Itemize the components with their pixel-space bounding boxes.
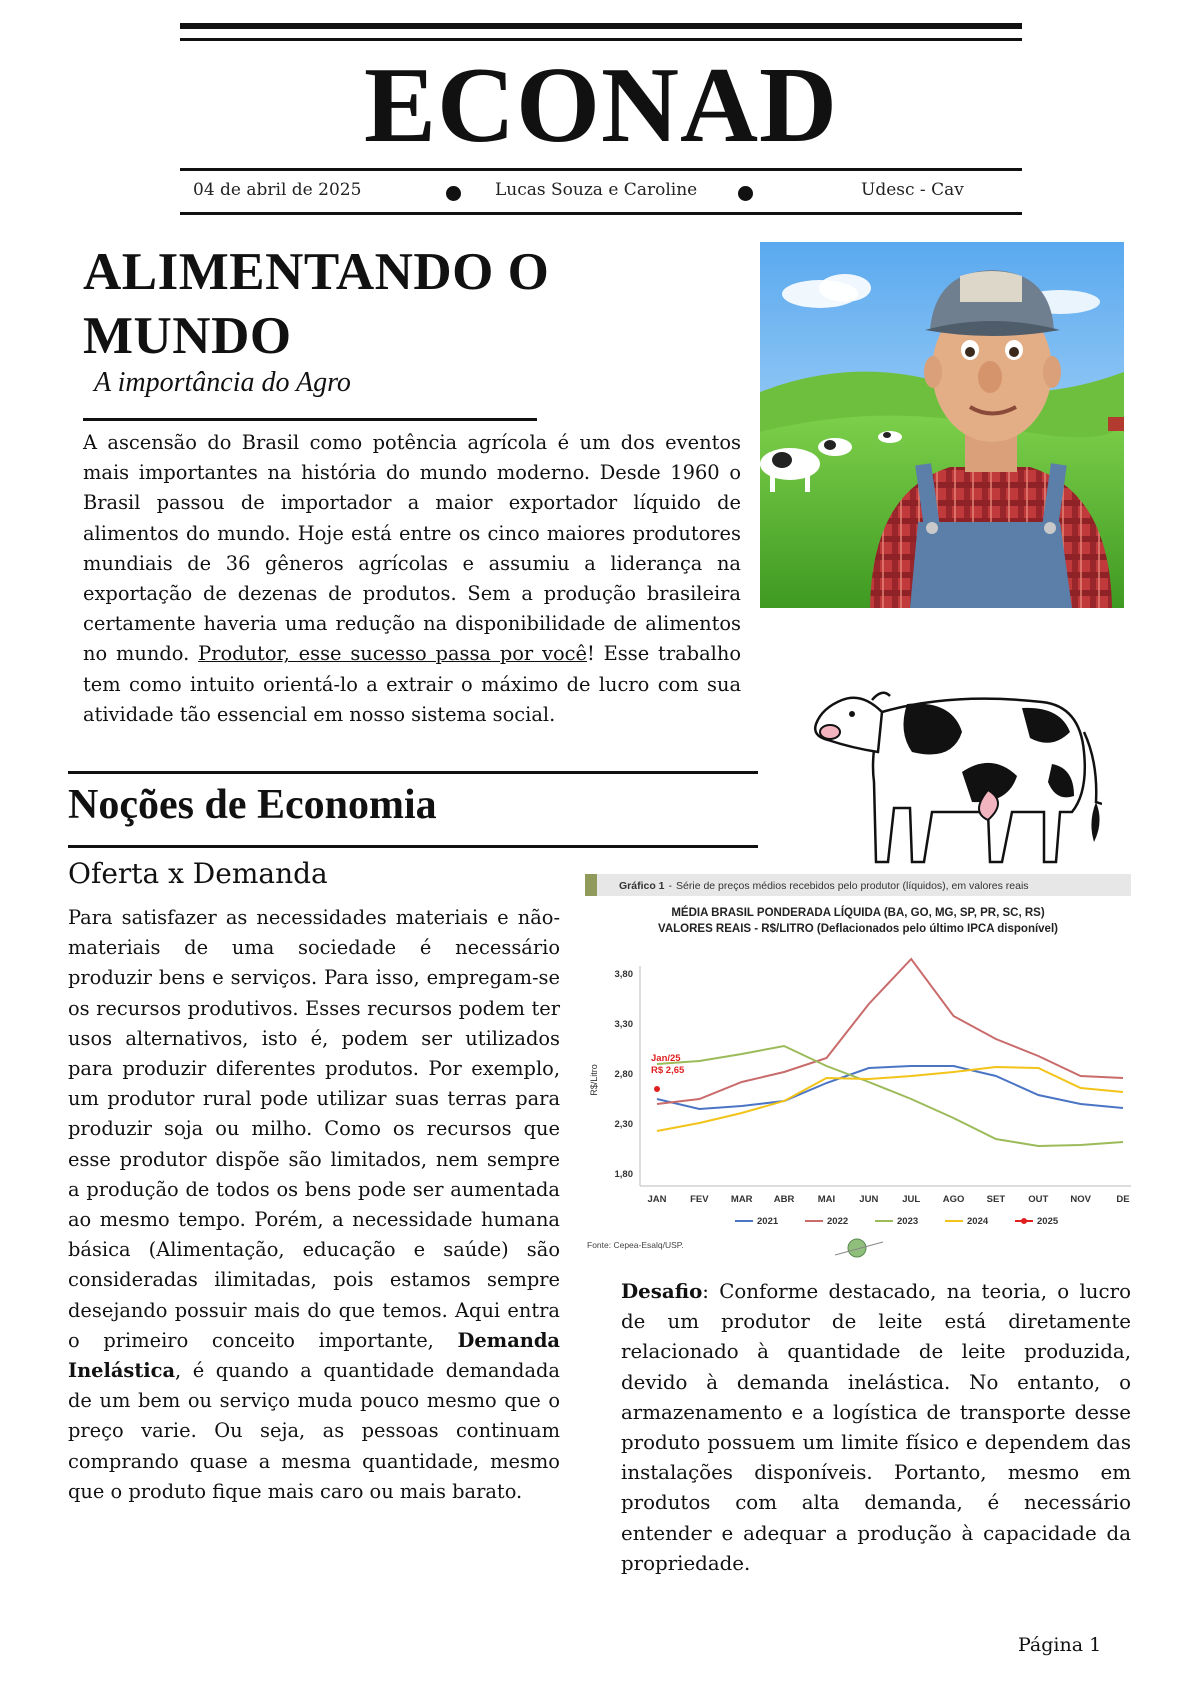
chart-legend-label-2025: 2025 — [1037, 1216, 1059, 1227]
chart-legend-label-2023: 2023 — [897, 1216, 919, 1227]
chart-title-line2: VALORES REAIS - R$/LITRO (Deflacionados pelo último IPCA disponível) — [658, 923, 1058, 935]
chart-x-tick-jan: JAN — [647, 1194, 667, 1205]
top-rule-thin — [180, 38, 1022, 41]
intro-text-1: A ascensão do Brasil como potência agrícola é um dos eventos mais importantes na história do mundo moderno. Desde 1960 o Brasil passou de importador a maior exportador líquido de alimentos do mundo. Hoje está entre os cinco maiores produtores mundiais de 36 gêneros agrícolas e assumiu a liderança na exportação de dezenas de produtos. Sem a produção brasileira certamente haveria uma redução na disponibilidade de alimentos no mundo. — [83, 431, 741, 666]
cow-illustration — [812, 672, 1102, 872]
chart-x-tick-out: OUT — [1028, 1194, 1049, 1205]
economia-text-2: , é quando a quantidade demandada de um bem ou serviço muda pouco mesmo que o preço varie. Ou seja, as pessoas continuam comprando quase a mesma quantidade, mesmo que o produto fique mais caro ou mais barato. — [68, 1359, 560, 1503]
desafio-text: : Conforme destacado, na teoria, o lucro de um produtor de leite está diretamente relacionado à quantidade de leite produzida, devido à demanda inelástica. No entanto, o armazenamento e a logística de transporte desse produto possuem um limite físico e dependem das instalações disponíveis. Portanto, mesmo em produtos com alta demanda, é necessário entender e adequar a produção à capacidade da propriedade. — [621, 1280, 1131, 1575]
chart-caption — [619, 880, 1029, 892]
section-title: Noções de Economia — [68, 782, 437, 828]
chart-x-tick-set: SET — [986, 1194, 1006, 1205]
chart-title-line1: MÉDIA BRASIL PONDERADA LÍQUIDA (BA, GO, MG, SP, PR, SC, RS) — [671, 907, 1045, 919]
article-subtitle: A importância do Agro — [94, 367, 351, 398]
chart-point-2025-jan — [654, 1086, 660, 1092]
page-number: Página 1 — [1018, 1634, 1102, 1656]
chart-caption-text: Série de preços médios recebidos pelo produtor (líquidos), em valores reais — [676, 880, 1029, 892]
top-rule-thick — [180, 23, 1022, 29]
desafio-paragraph — [621, 1276, 1131, 1579]
farmer-svg — [760, 242, 1124, 608]
chart-series — [654, 959, 1123, 1146]
desafio-label: Desafio — [621, 1279, 703, 1303]
chart-x-tick-mar: MAR — [730, 1194, 753, 1205]
masthead-title: ECONAD — [363, 46, 839, 165]
section-rule-bottom — [68, 845, 758, 848]
chart-legend-label-2022: 2022 — [827, 1216, 849, 1227]
intro-paragraph — [83, 428, 741, 730]
separator-dot-2 — [738, 186, 753, 201]
chart-x-tick-ago: AGO — [942, 1194, 965, 1205]
authors: Lucas Souza e Caroline — [495, 180, 698, 200]
farmer-illustration — [760, 242, 1124, 608]
milk-price-chart — [585, 874, 1131, 1264]
headline-line-2: MUNDO — [83, 307, 292, 365]
institution: Udesc - Cav — [861, 180, 964, 200]
chart-legend — [735, 1216, 1059, 1227]
chart-annotation-line1: Jan/25 — [651, 1053, 681, 1064]
chart-x-tick-jun: JUN — [859, 1194, 879, 1205]
chart-svg — [585, 874, 1131, 1264]
chart-caption-accent — [585, 874, 597, 896]
chart-y-label: R$/Litro — [589, 1064, 599, 1096]
cow-far-bg — [878, 431, 902, 443]
chart-legend-label-2024: 2024 — [967, 1216, 989, 1227]
headline-line-1: ALIMENTANDO O — [83, 243, 550, 301]
chart-x-tick-fev: FEV — [690, 1194, 709, 1205]
chart-source: Fonte: Cepea-Esalq/USP. — [587, 1240, 684, 1250]
chart-x-tick-abr: ABR — [773, 1194, 795, 1205]
chart-x-tick-de: DE — [1116, 1194, 1130, 1205]
article-headline — [83, 240, 663, 368]
chart-x-tick-jul: JUL — [902, 1194, 921, 1205]
chart-legend-label-2021: 2021 — [757, 1216, 779, 1227]
economia-text-1: Para satisfazer as necessidades materiais e não-materiais de uma sociedade é necessário produzir bens e serviços. Para isso, empregam-se os recursos produtivos. Esses recursos podem ter usos alternativos, isto é, podem ser utilizados para produzir diferentes produtos. Por exemplo, um produtor rural pode utilizar suas terras para produzir soja ou milho. Como os recursos que esse produtor dispõe são limitados, nem sempre a produção de todos os bens pode ser aumentada ao mesmo tempo. Porém, a necessidade humana básica (Alimentação, educação e saúde) são consideradas ilimitadas, pois estamos sempre desejando possuir mais do que temos. Aqui entra o primeiro conceito importante, — [68, 906, 560, 1352]
masthead-rule-bottom — [180, 168, 1022, 171]
chart-caption-label: Gráfico 1 — [619, 880, 665, 892]
economia-paragraph — [68, 903, 560, 1507]
chart-series-2022 — [657, 959, 1123, 1104]
issue-date: 04 de abril de 2025 — [193, 180, 362, 200]
cow-mid-bg — [818, 438, 852, 456]
chart-y-tick-3,80: 3,80 — [614, 969, 633, 980]
separator-dot-1 — [446, 186, 461, 201]
chart-x-ticks — [647, 1194, 1129, 1205]
economia-bold-term: Demanda Inelástica — [68, 1328, 560, 1383]
chart-x-tick-mai: MAI — [817, 1194, 836, 1205]
chart-series-2023 — [657, 1046, 1123, 1146]
intro-underlined-text: Produtor, esse sucesso passa por você — [198, 642, 588, 666]
chart-y-tick-2,80: 2,80 — [614, 1069, 633, 1080]
chart-y-tick-1,80: 1,80 — [614, 1169, 633, 1180]
section-rule-top — [68, 771, 758, 774]
subtitle-rule — [83, 418, 537, 421]
chart-y-tick-2,30: 2,30 — [614, 1119, 633, 1130]
chart-x-tick-nov: NOV — [1070, 1194, 1091, 1205]
meta-rule-bottom — [180, 212, 1022, 215]
chart-y-ticks — [615, 969, 634, 1180]
section-subtitle: Oferta x Demanda — [68, 857, 328, 890]
chart-legend-marker-2025 — [1021, 1218, 1027, 1224]
intro-text-2: ! Esse trabalho tem como intuito orientá-lo a extrair o máximo de lucro com sua atividade tão essencial em nosso sistema social. — [83, 642, 741, 726]
cow-svg — [812, 672, 1102, 872]
chart-annotation-line2: R$ 2,65 — [651, 1065, 685, 1076]
cepea-logo-icon — [835, 1239, 883, 1257]
chart-caption-sep: - — [668, 880, 673, 892]
chart-y-tick-3,30: 3,30 — [614, 1019, 633, 1030]
